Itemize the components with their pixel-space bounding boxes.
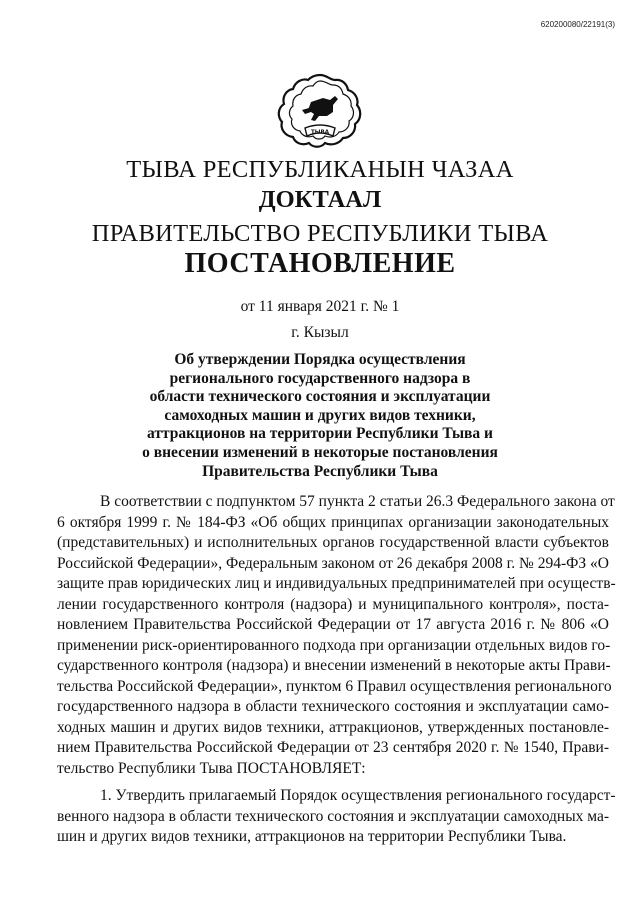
paragraph-line: тельства Российской Федерации», пунктом 6 Правил осуществления регионального (57, 677, 612, 695)
document-title (120, 351, 520, 481)
paragraph-line: лении государственного контроля (надзора) и муниципального контроля», поста- (57, 595, 609, 613)
paragraph-line: защите прав юридических лиц и индивидуальных предпринимателей при осуществ- (57, 575, 616, 592)
paragraph-line: сударственного контроля (надзора) и внесении изменений в некоторые акты Прави- (57, 657, 611, 674)
paragraph-line: применении риск-ориентированного подхода при организации отдельных видов го- (57, 636, 611, 654)
document-date: от 11 января 2021 г. № 1 (240, 298, 400, 315)
tyva-government-title: ТЫВА РЕСПУБЛИКАНЫН ЧАЗАА (126, 156, 514, 183)
title-line: Об утверждении Порядка осуществления (174, 351, 466, 368)
russian-government-title: ПРАВИТЕЛЬСТВО РЕСПУБЛИКИ ТЫВА (91, 220, 549, 247)
tyva-emblem-icon (275, 72, 365, 154)
paragraph-line: шин и других видов техники, аттракционов на территории Республики Тыва. (57, 828, 567, 845)
paragraph-line: государственного надзора в области технического состояния и эксплуатации само- (57, 698, 609, 715)
paragraph-line: ходных машин и других видов техники, аттракционов, утвержденных постановле- (57, 718, 609, 736)
title-line: о внесении изменений в некоторые постановления (142, 443, 498, 461)
title-line: области технического состояния и эксплуатации (149, 388, 491, 406)
paragraph-line: нием Правительства Российской Федерации от 23 сентября 2020 г. № 1540, Прави- (57, 739, 609, 756)
title-line: регионального государственного надзора в (169, 369, 471, 387)
clause-1-paragraph (57, 786, 616, 848)
preamble-paragraph (57, 492, 616, 779)
paragraph-line: Российской Федерации», Федеральным законом от 26 декабря 2008 г. № 294-ФЗ «О (57, 554, 609, 572)
paragraph-line: 6 октября 1999 г. № 184-ФЗ «Об общих принципах организации законодательных (57, 513, 609, 531)
document-city: г. Кызыл (291, 324, 349, 341)
title-line: аттракционов на территории Республики Тыва и (147, 425, 493, 443)
tyva-document-type: ДОКТААЛ (258, 186, 382, 213)
title-line: Правительства Республики Тыва (202, 462, 438, 480)
paragraph-line: новлением Правительства Российской Федерации от 17 августа 2016 г. № 806 «О (57, 616, 609, 633)
paragraph-line: венного надзора в области технического состояния и эксплуатации самоходных ма- (57, 807, 609, 825)
title-line: самоходных машин и других видов техники, (164, 406, 476, 424)
document-code: 620200080/22191(3) (540, 20, 615, 29)
svg-text:ТЫВА: ТЫВА (311, 129, 329, 136)
paragraph-line: (представительных) и исполнительных органов государственной власти субъектов (57, 534, 609, 551)
paragraph-line: 1. Утвердить прилагаемый Порядок осуществления регионального государст- (100, 787, 616, 804)
paragraph-line: тельство Республики Тыва ПОСТАНОВЛЯЕТ: (57, 759, 366, 777)
paragraph-line: В соответствии с подпунктом 57 пункта 2 статьи 26.3 Федерального закона от (100, 493, 615, 510)
russian-document-type: ПОСТАНОВЛЕНИЕ (184, 248, 456, 279)
